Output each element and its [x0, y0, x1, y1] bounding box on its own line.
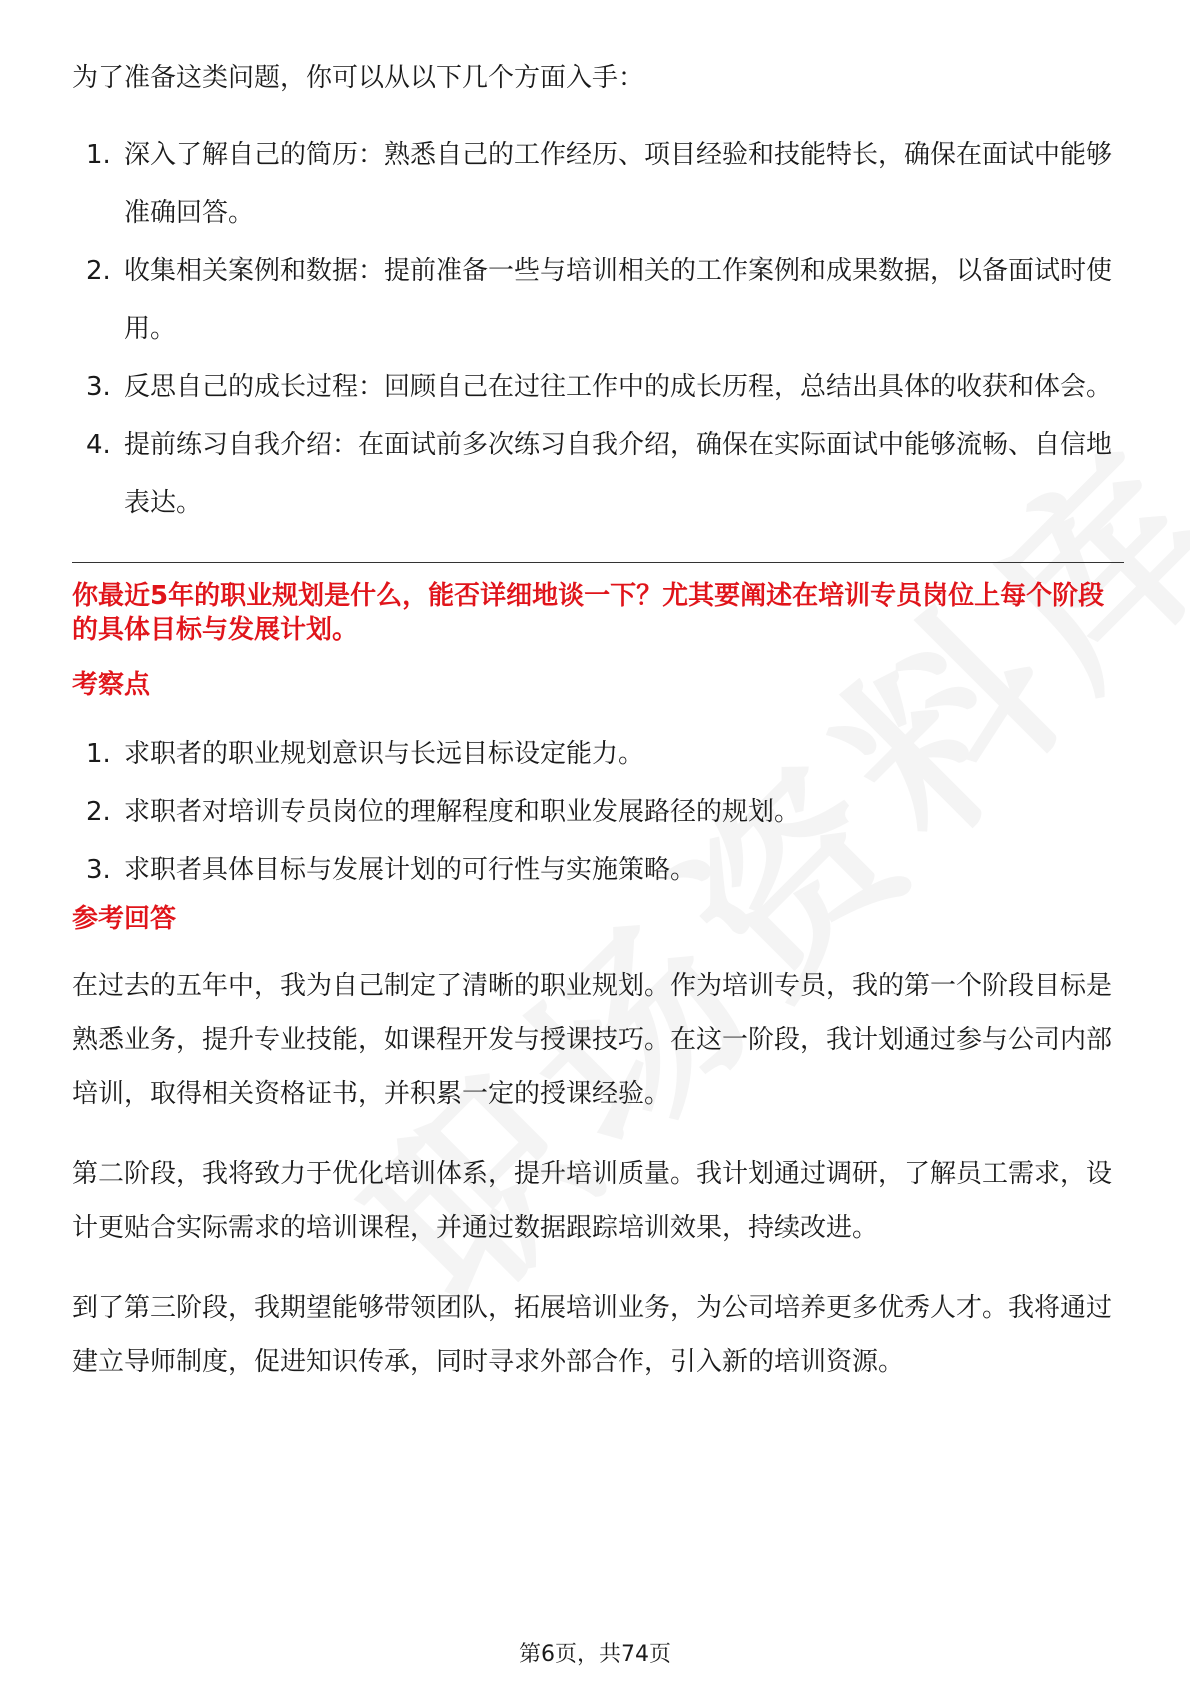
answer-paragraph: 第二阶段，我将致力于优化培训体系，提升培训质量。我计划通过调研，了解员工需求，设计更贴合实际需求的培训课程，并通过数据跟踪培训效果，持续改进。: [72, 1159, 1113, 1243]
list-item: [72, 126, 1122, 242]
list-item-text: 深入了解自己的简历：熟悉自己的工作经历、项目经验和技能特长，确保在面试中能够准确回答。: [124, 140, 1113, 228]
page-content: [72, 58, 1122, 1415]
list-item: [72, 416, 1122, 532]
list-number: 3.: [86, 372, 111, 402]
list-number: 1.: [86, 140, 111, 170]
answer-paragraph: 到了第三阶段，我期望能够带领团队，拓展培训业务，为公司培养更多优秀人才。我将通过建立导师制度，促进知识传承，同时寻求外部合作，引入新的培训资源。: [72, 1293, 1113, 1377]
list-item: [72, 358, 1122, 416]
interview-question: 你最近5年的职业规划是什么，能否详细地谈一下？尤其要阐述在培训专员岗位上每个阶段的具体目标与发展计划。: [72, 581, 1105, 645]
list-item-text: 求职者具体目标与发展计划的可行性与实施策略。: [124, 855, 697, 885]
list-item-text: 提前练习自我介绍：在面试前多次练习自我介绍，确保在实际面试中能够流畅、自信地表达。: [124, 430, 1113, 518]
list-item-text: 求职者的职业规划意识与长远目标设定能力。: [124, 739, 645, 769]
answer-heading: 参考回答: [72, 904, 177, 934]
list-number: 4.: [86, 430, 111, 460]
list-number: 2.: [86, 797, 111, 827]
assessment-list: [72, 725, 1122, 899]
page-number: 第6页，共74页: [519, 1642, 671, 1667]
intro-text: 为了准备这类问题，你可以从以下几个方面入手：: [72, 63, 645, 93]
assessment-heading: 考察点: [72, 670, 151, 700]
list-item-text: 求职者对培训专员岗位的理解程度和职业发展路径的规划。: [124, 797, 801, 827]
list-number: 3.: [86, 855, 111, 885]
list-item-text: 反思自己的成长过程：回顾自己在过往工作中的成长历程，总结出具体的收获和体会。: [124, 372, 1113, 402]
list-item-text: 收集相关案例和数据：提前准备一些与培训相关的工作案例和成果数据，以备面试时使用。: [124, 256, 1113, 344]
prep-list: [72, 126, 1122, 532]
list-number: 2.: [86, 256, 111, 286]
list-item: [72, 725, 1122, 783]
list-number: 1.: [86, 739, 111, 769]
list-item: [72, 783, 1122, 841]
list-item: [72, 841, 1122, 899]
section-divider: [72, 562, 1124, 563]
answer-paragraph: 在过去的五年中，我为自己制定了清晰的职业规划。作为培训专员，我的第一个阶段目标是熟悉业务，提升专业技能，如课程开发与授课技巧。在这一阶段，我计划通过参与公司内部培训，取得相关资格证书，并积累一定的授课经验。: [72, 971, 1113, 1109]
list-item: [72, 242, 1122, 358]
